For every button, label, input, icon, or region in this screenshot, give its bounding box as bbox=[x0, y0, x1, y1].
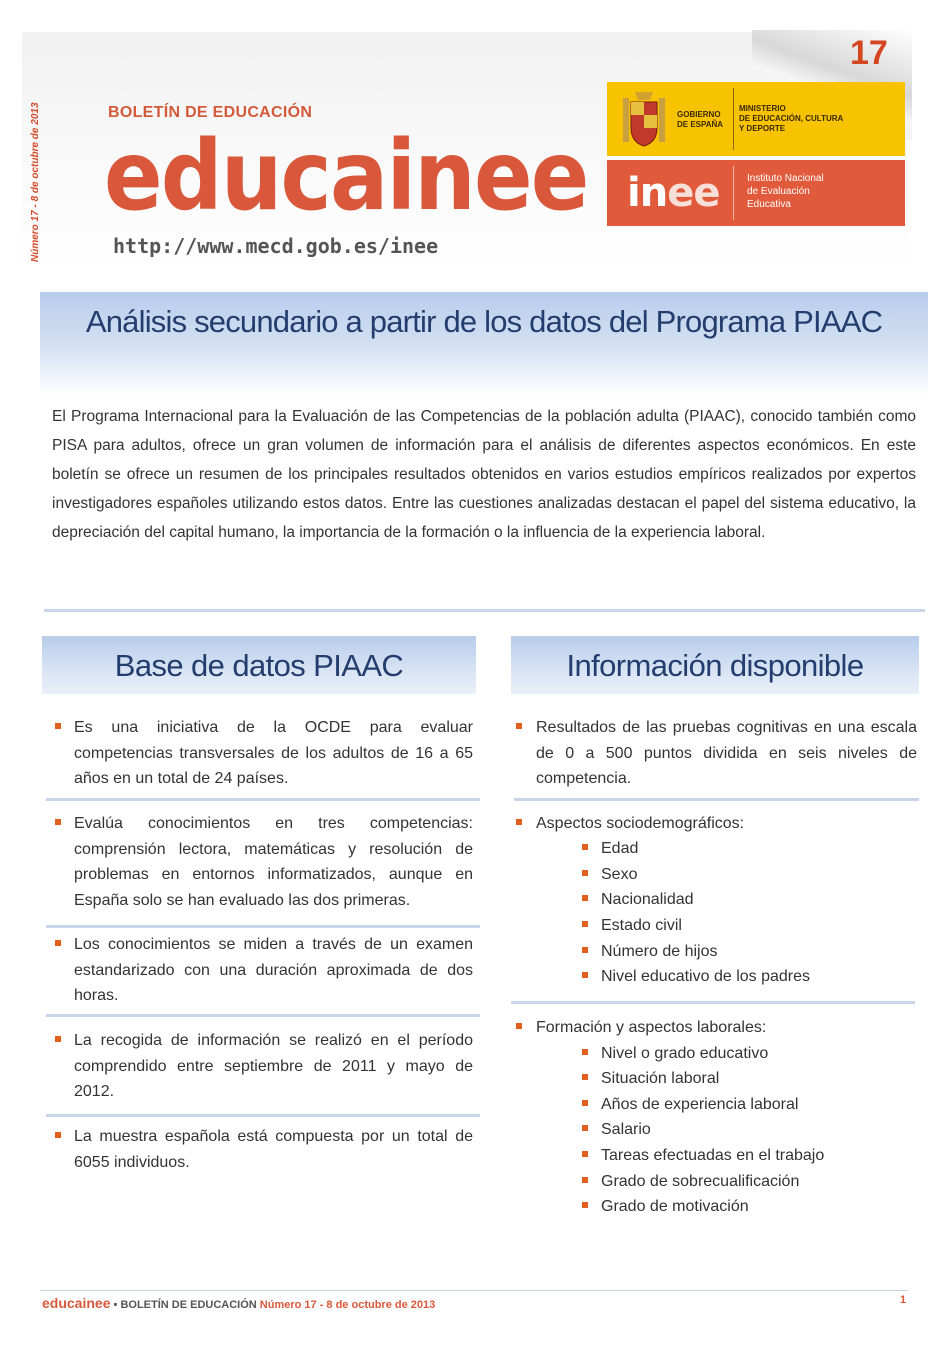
sub-list-item: Nacionalidad bbox=[601, 891, 694, 908]
intro-paragraph: El Programa Internacional para la Evaluación de las Competencias de la población adulta (PIAAC), conocido también como PISA para adultos, ofrece un gran volumen de información para el análisis de diferentes aspectos económicos. En este boletín se ofrece un resumen de los principales resultados obtenidos en varios estudios empíricos realizados por expertos investigadores españoles utilizando estos datos. Entre las cuestiones analizadas destacan el papel del sistema educativo, la depreciación del capital humano, la importancia de la formación o la influencia de la experiencia laboral. bbox=[52, 408, 916, 541]
left-column-heading bbox=[42, 636, 476, 694]
sub-list-item: Sexo bbox=[601, 866, 638, 883]
sub-list-item: Tareas efectuadas en el trabajo bbox=[601, 1147, 825, 1164]
sub-list-item: Nivel o grado educativo bbox=[601, 1045, 769, 1062]
list-item: Evalúa conocimientos en tres competencias: comprensión lectora, matemáticas y resolución de problemas en entornos informatizados, aunque en España solo se han evaluado las dos primeras. bbox=[74, 815, 473, 909]
sub-list-item: Grado de sobrecualificación bbox=[601, 1173, 800, 1190]
bullet-icon bbox=[582, 1202, 588, 1208]
bullet-icon bbox=[516, 723, 522, 729]
item-divider bbox=[46, 1014, 480, 1017]
item-divider bbox=[514, 798, 919, 801]
inee-institution-label: Instituto Nacional de Evaluación Educativa bbox=[747, 173, 824, 210]
bullet-icon bbox=[55, 819, 61, 825]
right-heading-text: Información disponible bbox=[566, 648, 864, 683]
right-column-heading bbox=[511, 636, 919, 694]
section-divider bbox=[44, 609, 925, 612]
sub-list-item: Nivel educativo de los padres bbox=[601, 968, 811, 985]
coat-of-arms-icon bbox=[619, 88, 669, 150]
divider bbox=[733, 166, 734, 220]
bullet-icon bbox=[582, 1125, 588, 1131]
sub-list-item: Situación laboral bbox=[601, 1070, 720, 1087]
page-number: 1 bbox=[900, 1294, 907, 1306]
issue-number: 17 bbox=[850, 34, 888, 72]
sub-list-item: Grado de motivación bbox=[601, 1198, 749, 1215]
footer-issue: Número 17 - 8 de octubre de 2013 bbox=[256, 1299, 436, 1311]
bullet-icon bbox=[582, 895, 588, 901]
footer bbox=[42, 1295, 435, 1311]
list-item: Formación y aspectos laborales: bbox=[536, 1019, 767, 1036]
bullet-icon bbox=[55, 1132, 61, 1138]
sub-list-item: Salario bbox=[601, 1121, 651, 1138]
list-item: La recogida de información se realizó en el período comprendido entre septiembre de 2011 y mayo de 2012. bbox=[74, 1032, 473, 1100]
bullet-icon bbox=[55, 1036, 61, 1042]
government-label: GOBIERNO DE ESPAÑA bbox=[677, 110, 724, 129]
bullet-icon bbox=[55, 940, 61, 946]
list-item: Aspectos sociodemográficos: bbox=[536, 815, 745, 832]
list-item: Los conocimientos se miden a través de un examen estandarizado con una duración aproximada de dos horas. bbox=[74, 936, 473, 1004]
header-url[interactable]: http://www.mecd.gob.es/inee bbox=[113, 234, 439, 258]
inee-logo: inee bbox=[627, 170, 720, 216]
left-heading-text: Base de datos PIAAC bbox=[114, 648, 404, 683]
sub-list-item: Años de experiencia laboral bbox=[601, 1096, 799, 1113]
inee-logo-block bbox=[607, 160, 905, 226]
list-item: Resultados de las pruebas cognitivas en una escala de 0 a 500 puntos dividida en seis niveles de competencia. bbox=[536, 719, 917, 787]
footer-label: BOLETÍN DE EDUCACIÓN bbox=[120, 1299, 257, 1311]
bullet-icon bbox=[516, 1023, 522, 1029]
footer-divider bbox=[40, 1290, 908, 1291]
bullet-icon bbox=[582, 1074, 588, 1080]
footer-brand: educainee bbox=[42, 1295, 111, 1311]
bullet-icon bbox=[582, 1151, 588, 1157]
government-logo bbox=[607, 82, 905, 156]
bullet-icon bbox=[516, 819, 522, 825]
footer-separator: • bbox=[110, 1299, 121, 1311]
bullet-icon bbox=[582, 921, 588, 927]
list-item: Es una iniciativa de la OCDE para evaluar competencias transversales de los adultos de 16 a 65 años en un total de 24 países. bbox=[74, 719, 473, 787]
bullet-icon bbox=[582, 1177, 588, 1183]
ministry-label: MINISTERIO DE EDUCACIÓN, CULTURA Y DEPORTE bbox=[739, 104, 844, 133]
title-banner bbox=[40, 292, 928, 396]
side-date: Número 17 - 8 de octubre de 2013 bbox=[30, 102, 41, 262]
item-divider bbox=[46, 925, 480, 928]
bullet-icon bbox=[582, 972, 588, 978]
list-item: La muestra española está compuesta por un total de 6055 individuos. bbox=[74, 1128, 473, 1171]
item-divider bbox=[46, 1114, 480, 1117]
bullet-icon bbox=[582, 870, 588, 876]
sub-list-item: Estado civil bbox=[601, 917, 682, 934]
bullet-icon bbox=[582, 844, 588, 850]
bullet-icon bbox=[582, 1100, 588, 1106]
sub-list-item: Número de hijos bbox=[601, 943, 718, 960]
brand-logo: educainee bbox=[104, 120, 588, 232]
bulletin-subtitle: BOLETÍN DE EDUCACIÓN bbox=[108, 104, 313, 121]
divider bbox=[733, 88, 734, 150]
item-divider bbox=[46, 798, 480, 801]
bullet-icon bbox=[55, 723, 61, 729]
sub-list-item: Edad bbox=[601, 840, 639, 857]
bullet-icon bbox=[582, 1049, 588, 1055]
item-divider bbox=[511, 1001, 915, 1004]
page-title: Análisis secundario a partir de los datos del Programa PIAAC bbox=[85, 304, 883, 339]
bullet-icon bbox=[582, 947, 588, 953]
